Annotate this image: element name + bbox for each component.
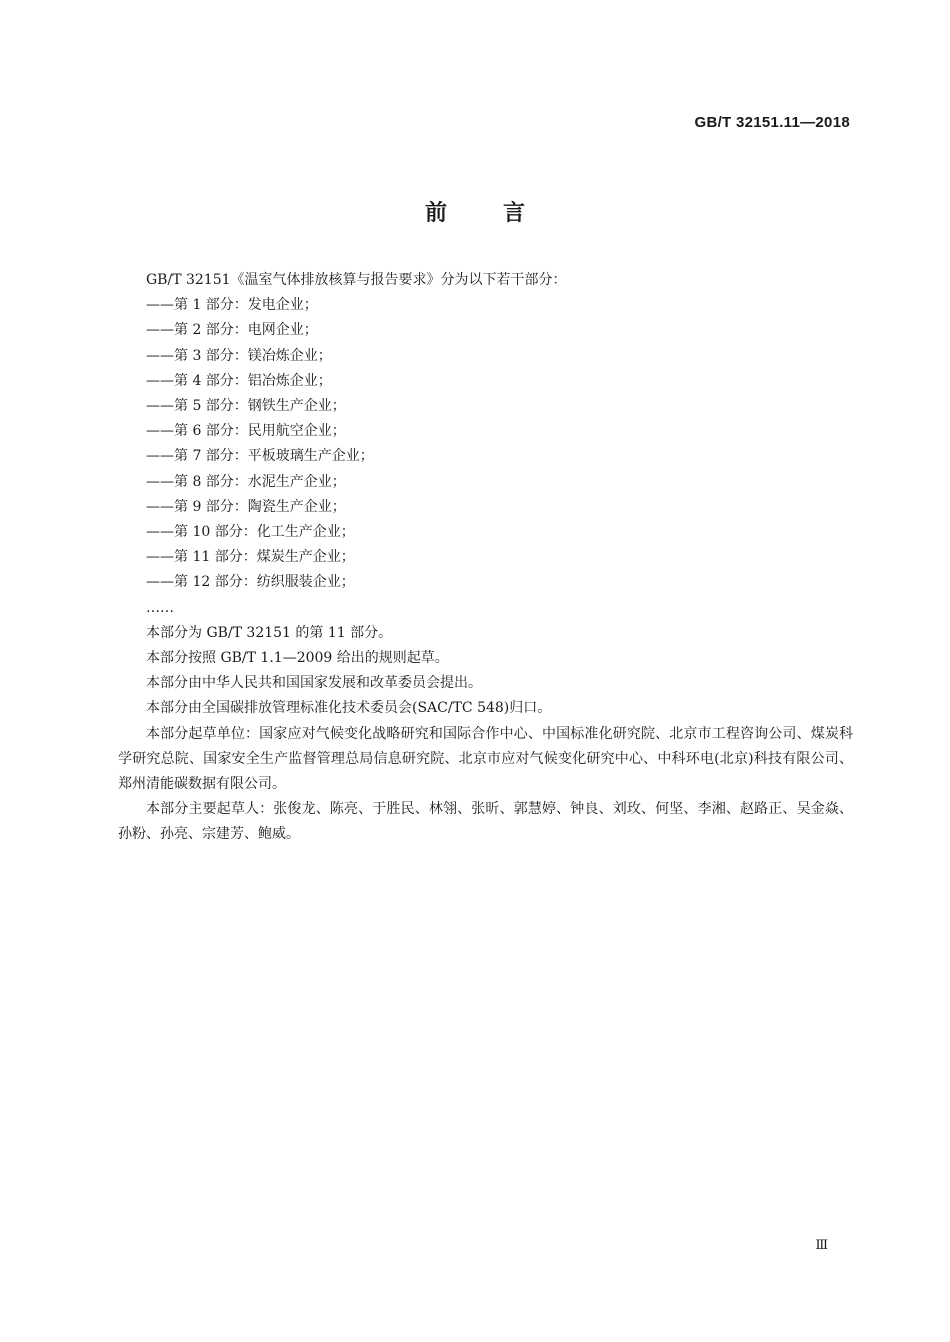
committee-paragraph: 本部分由全国碳排放管理标准化技术委员会(SAC/TC 548)归口。 (146, 700, 552, 717)
drafting-units-paragraph: 本部分起草单位：国家应对气候变化战略研究和国际合作中心、中国标准化研究院、北京市工程咨询公司、煤炭科学研究总院、国家安全生产监督管理总局信息研究院、北京市应对气候变化研究中心、中科环电(北京)科技有限公司、郑州清能碳数据有限公司。 (118, 725, 853, 793)
drafting-rules-paragraph: 本部分按照 GB/T 1.1—2009 给出的规则起草。 (146, 650, 449, 667)
page-number: Ⅲ (815, 1238, 828, 1253)
list-item: ——第 12 部分：纺织服装企业； (146, 574, 355, 591)
list-item: ——第 6 部分：民用航空企业； (146, 423, 346, 440)
list-item: ——第 4 部分：铝冶炼企业； (146, 372, 332, 389)
list-item: ——第 8 部分：水泥生产企业； (146, 473, 346, 490)
list-item: ——第 10 部分：化工生产企业； (146, 524, 355, 541)
list-item: ——第 1 部分：发电企业； (146, 297, 318, 314)
proposer-paragraph: 本部分由中华人民共和国国家发展和改革委员会提出。 (146, 675, 482, 692)
list-item: ——第 9 部分：陶瓷生产企业； (146, 498, 346, 515)
drafters-paragraph: 本部分主要起草人：张俊龙、陈亮、于胜民、林翎、张昕、郭慧婷、钟良、刘玫、何坚、李湘、赵路正、吴金焱、孙粉、孙亮、宗建芳、鲍威。 (118, 801, 853, 843)
list-item: ——第 7 部分：平板玻璃生产企业； (146, 448, 374, 465)
list-item: ——第 2 部分：电网企业； (146, 322, 318, 339)
list-item: ——第 5 部分：钢铁生产企业； (146, 398, 346, 415)
standard-code: GB/T 32151.11—2018 (694, 114, 850, 131)
list-item: ——第 11 部分：煤炭生产企业； (146, 549, 355, 566)
document-body (118, 268, 853, 848)
page-title: 前言 (424, 201, 581, 226)
part-number-paragraph: 本部分为 GB/T 32151 的第 11 部分。 (146, 624, 393, 641)
parts-list (118, 293, 853, 621)
list-item: ——第 3 部分：镁冶炼企业； (146, 347, 332, 364)
list-ellipsis: …… (146, 599, 174, 616)
intro-paragraph: GB/T 32151《温室气体排放核算与报告要求》分为以下若干部分： (146, 272, 567, 288)
